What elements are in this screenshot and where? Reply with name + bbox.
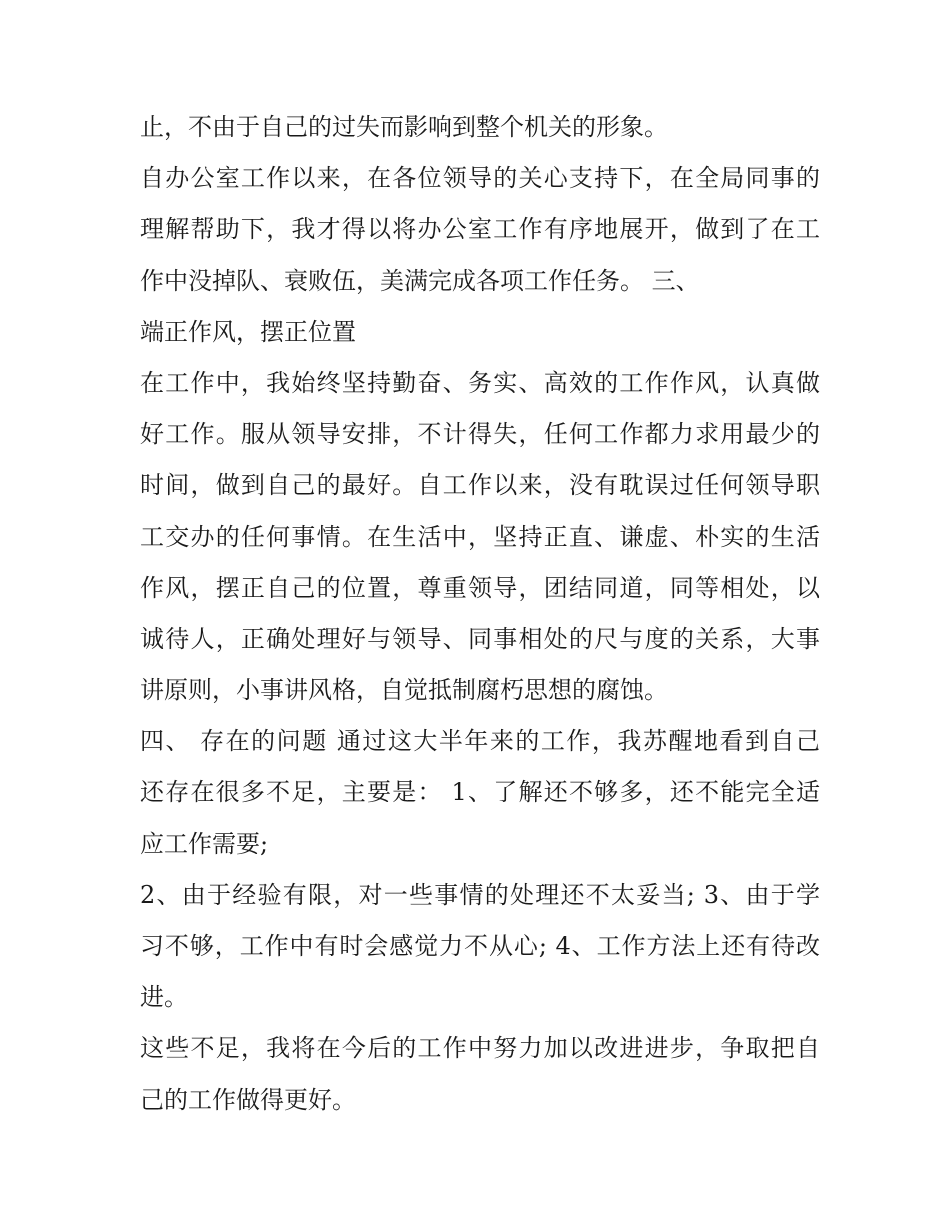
text-line: 作中没掉队、衰败伍，美满完成各项工作任务。 三、 xyxy=(140,266,700,295)
text-line: 还存在很多不足，主要是： 1、了解还不够多，还不能完全适 xyxy=(140,778,820,807)
text-line: 己的工作做得更好。 xyxy=(140,1085,356,1114)
text-line: 好工作。服从领导安排，不计得失，任何工作都力求用最少的 xyxy=(140,420,820,449)
text-line: 应工作需要; xyxy=(140,829,269,858)
document-body xyxy=(140,102,820,1126)
text-line: 理解帮助下，我才得以将办公室工作有序地展开，做到了在工 xyxy=(140,215,820,244)
text-line: 止，不由于自己的过失而影响到整个机关的形象。 xyxy=(140,113,668,141)
text-line: 时间，做到自己的最好。自工作以来，没有耽误过任何领导职 xyxy=(140,471,820,500)
text-line: 2、由于经验有限，对一些事情的处理还不太妥当; 3、由于学 xyxy=(140,880,820,909)
text-line: 诚待人，正确处理好与领导、同事相处的尺与度的关系，大事 xyxy=(140,624,820,653)
text-line: 自办公室工作以来，在各位领导的关心支持下，在全局同事的 xyxy=(140,164,820,193)
text-line: 这些不足，我将在今后的工作中努力加以改进进步，争取把自 xyxy=(140,1034,820,1063)
text-line: 四、 存在的问题 通过这大半年来的工作，我苏醒地看到自己 xyxy=(140,727,820,756)
text-line: 在工作中，我始终坚持勤奋、务实、高效的工作作风，认真做 xyxy=(140,368,820,397)
text-line: 习不够，工作中有时会感觉力不从心; 4、工作方法上还有待改 xyxy=(140,932,820,960)
section-heading: 端正作风，摆正位置 xyxy=(140,317,356,346)
text-line: 作风，摆正自己的位置，尊重领导，团结同道，同等相处，以 xyxy=(140,573,820,602)
text-line: 进。 xyxy=(140,983,188,1012)
text-line: 讲原则，小事讲风格，自觉抵制腐朽思想的腐蚀。 xyxy=(140,676,668,705)
text-line: 工交办的任何事情。在生活中，坚持正直、谦虚、朴实的生活 xyxy=(140,522,820,551)
